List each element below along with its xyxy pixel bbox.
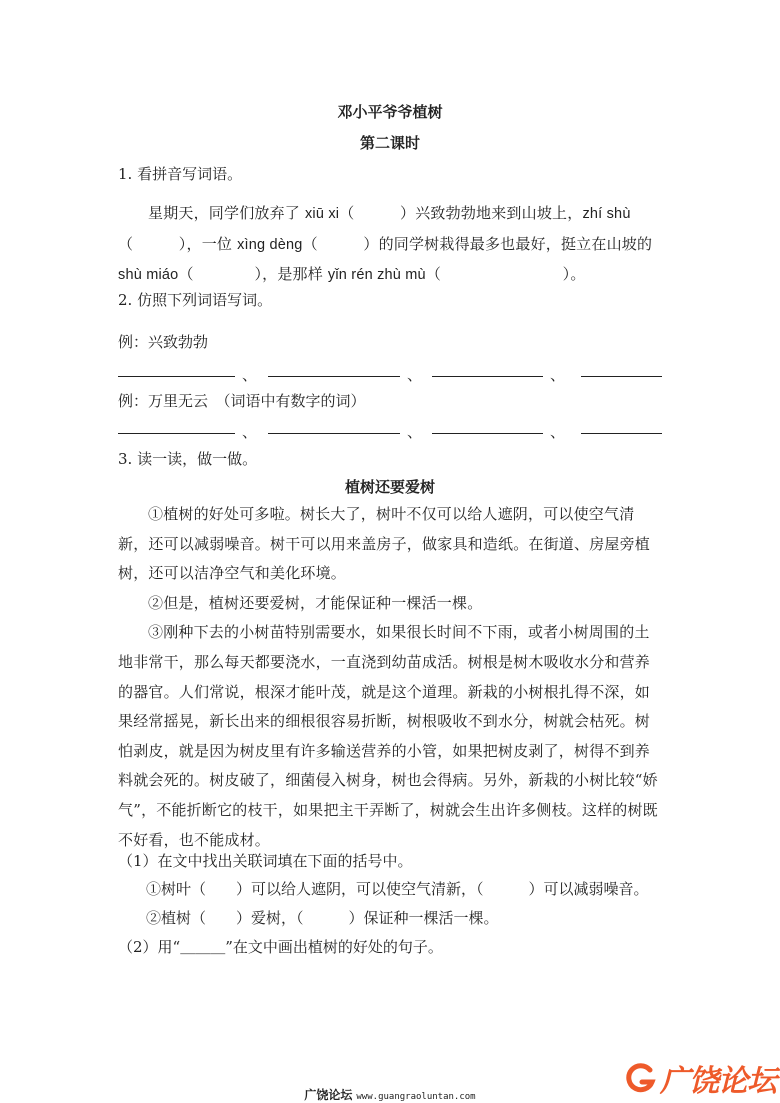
footer-brand: 广饶论坛	[304, 1088, 353, 1102]
q3-sub1b: ②植树（ ）爱树，（ ）保证种一棵活一棵。	[146, 909, 499, 927]
text-seg: （ ），是那样	[178, 265, 328, 284]
pinyin: xiū xi	[304, 206, 340, 222]
page-title: 邓小平爷爷植树	[337, 103, 443, 121]
article-paragraph-2: ②但是，植树还要爱树，才能保证种一棵活一棵。	[148, 593, 483, 612]
pinyin: zhí shù	[582, 206, 631, 222]
article-paragraph-1: ①植树的好处可多啦。树长大了，树叶不仅可以给人遮阴，可以使空气清新，还可以减弱噪音。树干可以用来盖房子，做家具和造纸。在街道、房屋旁植树，还可以洁净空气和美化环境。	[118, 505, 651, 583]
article-title: 植树还要爱树	[344, 478, 435, 496]
answer-line[interactable]	[432, 376, 543, 377]
q2-heading: 2. 仿照下列词语写词。	[118, 291, 273, 309]
text-seg: （ ）。	[425, 265, 586, 284]
q2-example-2: 例：万里无云 （词语中有数字的词）	[118, 392, 366, 410]
separator: 、	[407, 366, 423, 384]
article-body	[118, 500, 663, 855]
answer-line[interactable]	[118, 376, 235, 377]
separator: 、	[242, 423, 258, 441]
answer-line[interactable]	[432, 433, 543, 434]
article-paragraph-3: ③刚种下去的小树苗特别需要水，如果很长时间不下雨，或者小树周围的土地非常干，那么每天都要浇水，一直浇到幼苗成活。树根是树木吸收水分和营养的器官。人们常说，根深才能叶茂，就是这个道理。新栽的小树根扎得不深，如果经常摇晃，新长出来的细根很容易折断，树根吸收不到水分，树就会枯死。树怕剥皮，就是因为树皮里有许多输送营养的小管，如果把树皮剥了，树得不到养料就会死的。树皮破了，细菌侵入树身，树也会得病。另外，新栽的小树比较“娇气”，不能折断它的枝干，如果把主干弄断了，树就会生出许多侧枝。这样的树既不好看，也不能成材。	[118, 623, 658, 849]
answer-line[interactable]	[118, 433, 235, 434]
separator: 、	[242, 366, 258, 384]
answer-line[interactable]	[581, 433, 662, 434]
pinyin: xìng dèng	[237, 236, 303, 253]
q3-heading: 3. 读一读，做一做。	[118, 450, 258, 468]
answer-line[interactable]	[268, 433, 400, 434]
q3-sub1a: ①树叶（ ）可以给人遮阴，可以使空气清新，（ ）可以减弱噪音。	[146, 880, 649, 898]
q1-heading: 1. 看拼音写词语。	[118, 165, 243, 183]
pinyin-paragraph	[118, 199, 663, 291]
q2-example-1: 例：兴致勃勃	[118, 333, 209, 351]
q3-sub2: （2）用“＿＿＿”在文中画出植树的好处的句子。	[118, 938, 443, 956]
pinyin: yǐn rén zhù mù	[327, 267, 426, 284]
logo-mark-icon	[620, 1056, 660, 1100]
text-seg: （ ），一位	[118, 234, 238, 253]
q1-paragraph	[118, 199, 663, 291]
page-subtitle: 第二课时	[359, 134, 420, 152]
q3-sub1: （1）在文中找出关联词填在下面的括号中。	[118, 852, 413, 870]
footer-url[interactable]: www.guangraoluntan.com	[356, 1092, 476, 1102]
text-seg: （ ）的同学树栽得最多也最好，挺立在山坡的	[302, 234, 653, 253]
text-seg: 星期天，同学们放弃了	[148, 204, 305, 222]
separator: 、	[550, 366, 566, 384]
pinyin: shù miáo	[118, 267, 179, 284]
site-logo	[620, 1056, 780, 1100]
logo-text: 广饶论坛	[660, 1064, 776, 1099]
text-seg: （ ）兴致勃勃地来到山坡上，	[339, 204, 583, 222]
separator: 、	[407, 423, 423, 441]
separator: 、	[550, 423, 566, 441]
answer-line[interactable]	[581, 376, 662, 377]
answer-line[interactable]	[268, 376, 400, 377]
